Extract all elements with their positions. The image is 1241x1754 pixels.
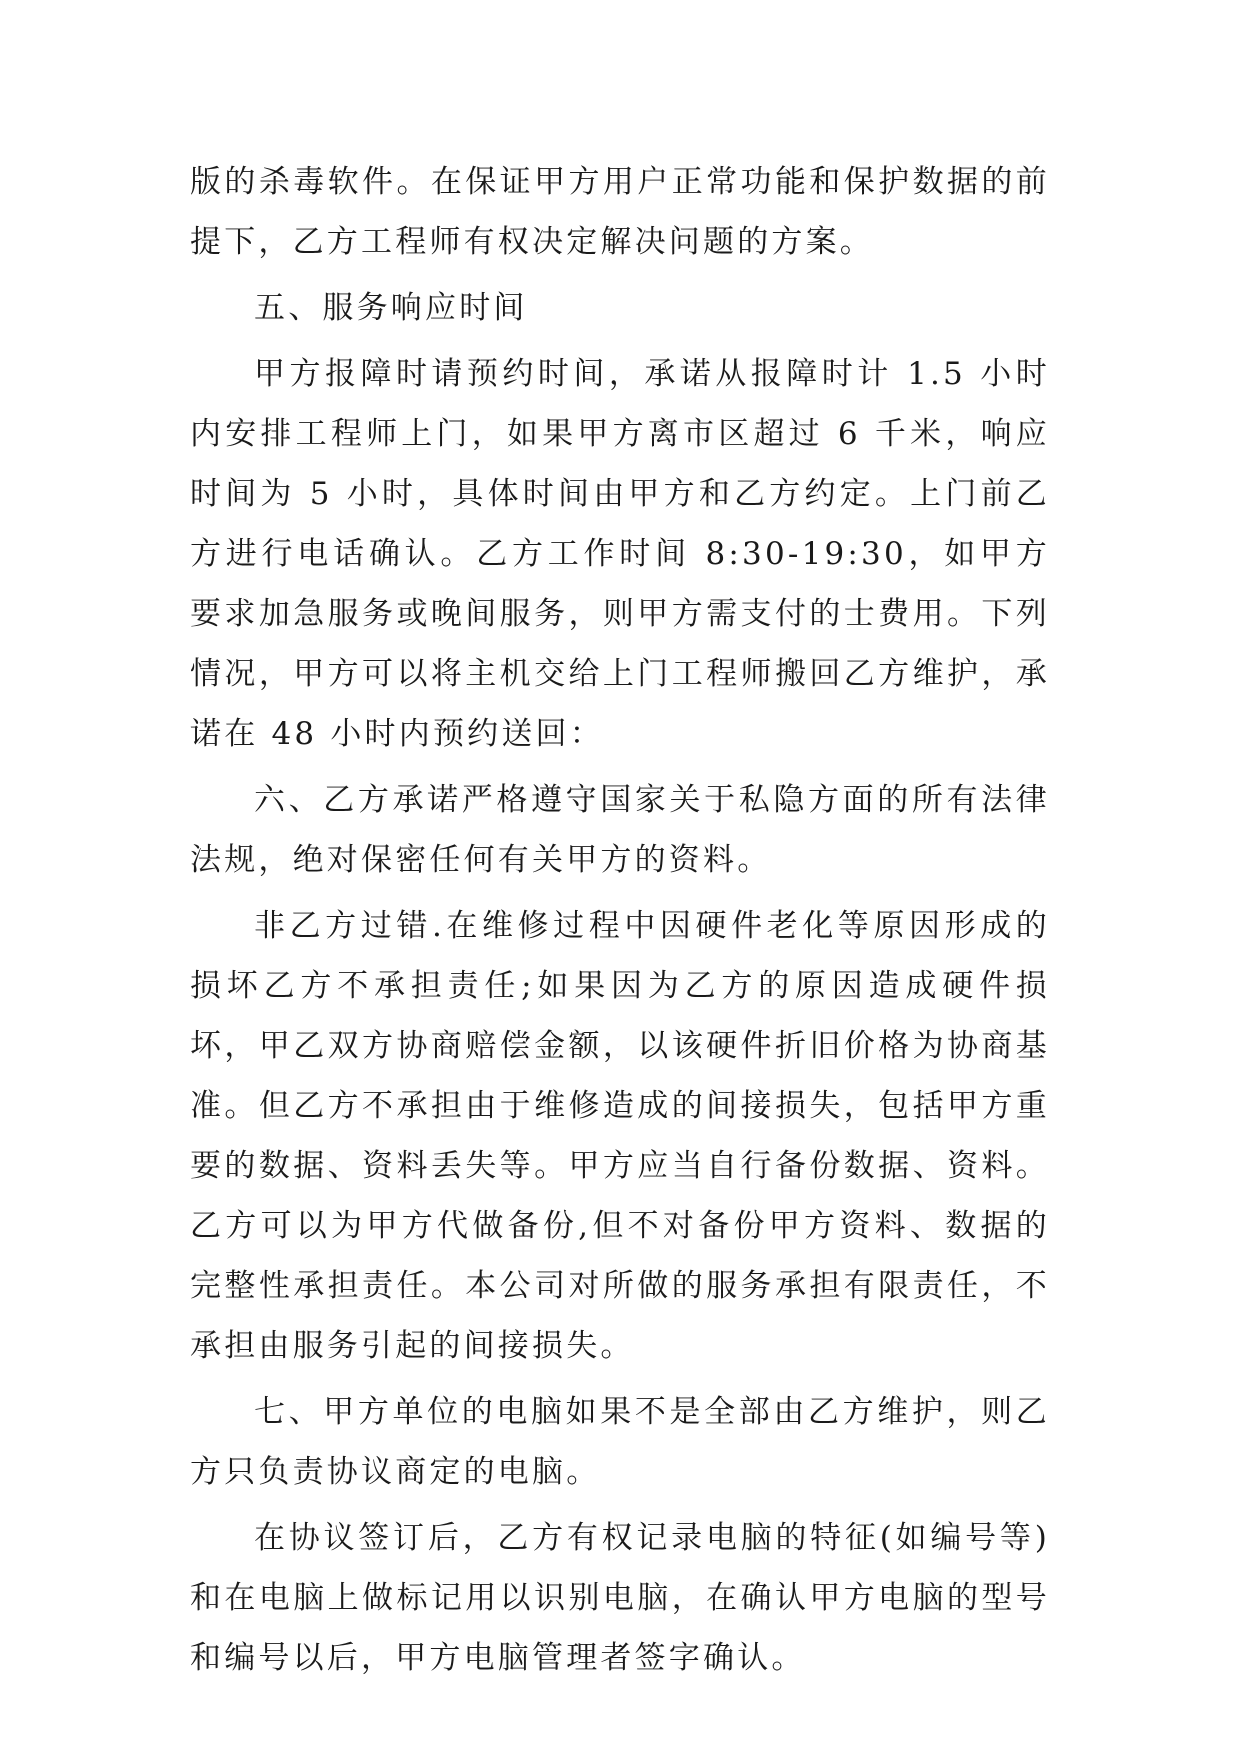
- paragraph-3: 甲方报障时请预约时间，承诺从报障时计 1.5 小时内安排工程师上门，如果甲方离市区超过 6 千米，响应时间为 5 小时，具体时间由甲方和乙方约定。上门前乙方进行电话确认。乙方工作时间 8:30-19:30，如甲方要求加急服务或晚间服务，则甲方需支付的士费用。下列情况，甲方可以将主机交给上门工程师搬回乙方维护，承诺在 48 小时内预约送回：: [190, 356, 1050, 752]
- paragraph-6: 七、甲方单位的电脑如果不是全部由乙方维护，则乙方只负责协议商定的电脑。: [190, 1394, 1050, 1490]
- section-heading-5: 五、服务响应时间: [254, 290, 528, 326]
- document-page: [190, 152, 1050, 1688]
- paragraph-4: 六、乙方承诺严格遵守国家关于私隐方面的所有法律法规，绝对保密任何有关甲方的资料。: [190, 782, 1050, 878]
- paragraph-5: 非乙方过错.在维修过程中因硬件老化等原因形成的损坏乙方不承担责任;如果因为乙方的原因造成硬件损坏，甲乙双方协商赔偿金额，以该硬件折旧价格为协商基准。但乙方不承担由于维修造成的间接损失，包括甲方重要的数据、资料丢失等。甲方应当自行备份数据、资料。乙方可以为甲方代做备份,但不对备份甲方资料、数据的完整性承担责任。本公司对所做的服务承担有限责任，不承担由服务引起的间接损失。: [190, 908, 1050, 1364]
- paragraph-1: 版的杀毒软件。在保证甲方用户正常功能和保护数据的前提下，乙方工程师有权决定解决问题的方案。: [190, 164, 1050, 260]
- paragraph-7: 在协议签订后，乙方有权记录电脑的特征(如编号等)和在电脑上做标记用以识别电脑，在确认甲方电脑的型号和编号以后，甲方电脑管理者签字确认。: [190, 1520, 1050, 1676]
